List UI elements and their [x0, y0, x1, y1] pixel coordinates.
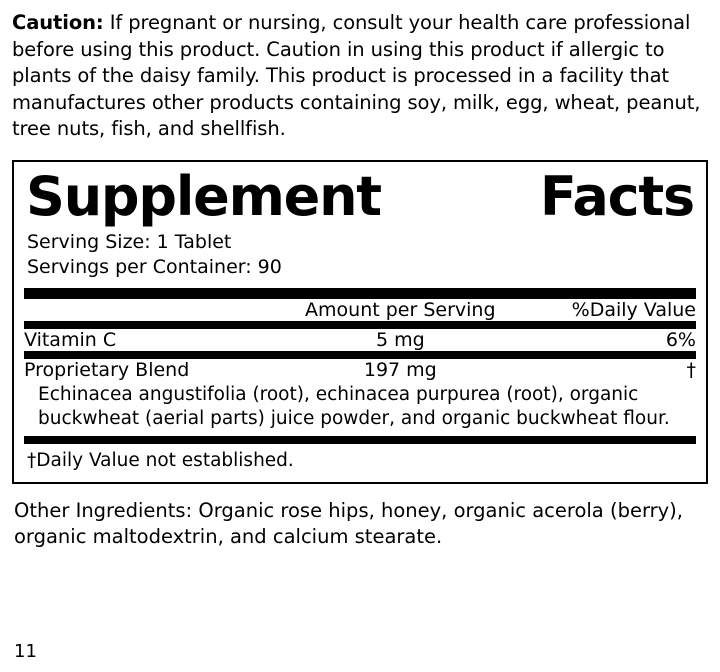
supplement-facts-title: [24, 164, 696, 228]
divider-thick-top: [24, 288, 696, 299]
table-row: [24, 329, 696, 351]
other-ingredients: Other Ingredients: Organic rose hips, honey, organic acerola (berry), organic maltodextrin, and calcium stearate.: [14, 498, 683, 548]
header-daily-value: %Daily Value: [571, 298, 696, 321]
nutrient-dv-proprietary-blend: †: [686, 358, 696, 381]
caution-text: If pregnant or nursing, consult your health care professional before using this product. Caution in using this product if allergic to plants of the daisy family. This product is processed in a facility that manufactures other products containing soy, milk, egg, wheat, peanut, tree nuts, fish, and shellfish.: [12, 11, 701, 140]
divider-between-rows: [24, 351, 696, 359]
nutrient-rows: [24, 329, 696, 351]
caution-paragraph: [12, 10, 708, 143]
blend-description: Echinacea angustifolia (root), echinacea purpurea (root), organic buckwheat (aerial parts) juice powder, and organic buckwheat flour.: [38, 383, 670, 429]
header-nutrient: [24, 299, 273, 321]
supplement-facts-title-right: Facts: [539, 164, 694, 228]
nutrient-name-vitamin-c: Vitamin C: [24, 328, 117, 351]
nutrition-table: [24, 299, 696, 321]
nutrient-amount-vitamin-c: 5 mg: [375, 328, 425, 351]
divider-bottom: [24, 436, 696, 444]
serving-size: Serving Size: 1 Tablet: [27, 230, 232, 253]
table-header-row: [24, 299, 696, 321]
nutrient-dv-vitamin-c: 6%: [665, 328, 696, 351]
serving-info: [24, 230, 696, 280]
blend-rows: [24, 359, 696, 381]
page-number: 11: [14, 641, 37, 662]
servings-per-container: Servings per Container: 90: [27, 255, 282, 278]
caution-label: Caution:: [12, 11, 104, 34]
divider-under-header: [24, 321, 696, 329]
header-amount-per-serving: Amount per Serving: [305, 298, 496, 321]
nutrient-amount-proprietary-blend: 197 mg: [363, 358, 437, 381]
supplement-facts-panel: [12, 160, 708, 484]
table-row: [24, 359, 696, 381]
nutrient-name-proprietary-blend: Proprietary Blend: [24, 358, 190, 381]
supplement-facts-title-left: Supplement: [26, 164, 381, 228]
daily-value-footnote: †Daily Value not established.: [27, 449, 294, 471]
